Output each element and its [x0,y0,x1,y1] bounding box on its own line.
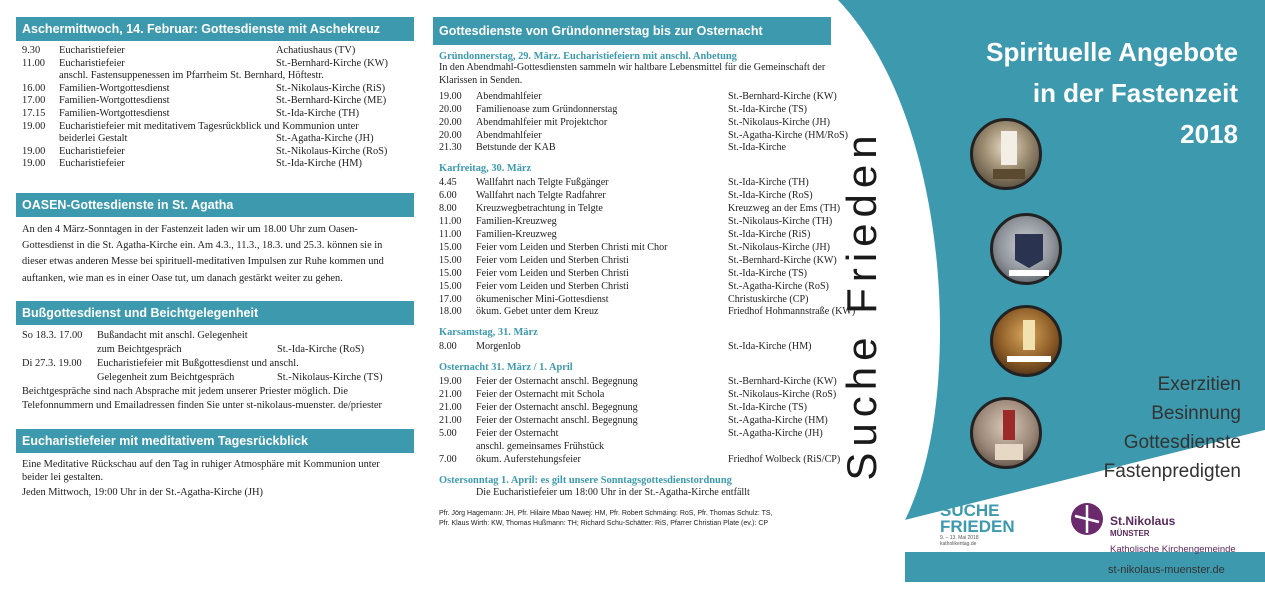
priest-legend [433,509,831,529]
schedule-row [439,229,831,242]
cover-title: Spirituelle Angebote in der Fastenzeit 2018 [986,37,1238,149]
schedule-time [22,371,97,385]
schedule-time: Di 27.3. 19.00 [22,357,82,369]
schedule-row [439,341,831,354]
schedule-row [22,83,414,96]
schedule-row [22,121,414,134]
website-url: st-nikolaus-muenster.de [1108,564,1225,576]
schedule-time: 16.00 [22,82,46,94]
intro-text: In den Abendmahl-Gottesdiensten sammeln wir haltbare Lebensmittel für die Gemeinschaft der Klarissen in Senden. [439,62,826,86]
schedule-row [22,146,414,159]
schedule-location: Christuskirche (CP) [728,293,809,305]
schedule-time: 9.30 [22,45,41,56]
schedule-time: 5.00 [439,427,457,439]
schedule-event: ökum. Gebet unter dem Kreuz [476,306,599,318]
schedule-time: 17.00 [439,293,462,305]
schedule-event: ökumenischer Mini-Gottesdienst [476,293,609,305]
schedule-time: 20.00 [439,116,462,128]
column-middle [433,17,856,529]
schedule-row [439,268,831,281]
schedule-time [439,441,476,454]
schedule-row [439,453,841,467]
schedule-location [728,441,831,454]
section-eucharist [16,429,414,499]
schedule-row [22,45,414,58]
schedule-event: Feier der Osternacht mit Schola [476,389,605,401]
schedule-event: Familienoase zum Gründonnerstag [476,103,618,115]
schedule-event: Morgenlob [476,341,521,353]
schedule-list [433,373,841,466]
church-photo-4 [970,397,1042,469]
schedule-event: Wallfahrt nach Telgte Fußgänger [476,177,609,189]
keyword: Exerzitien [1157,374,1241,395]
schedule-event: beiderlei Gestalt [59,133,128,145]
schedule-location: St.-Ida-Kirche (RoS) [728,190,813,202]
schedule-time: 17.15 [22,107,46,119]
schedule-time: 20.00 [439,129,462,141]
eucharist-time: Jeden Mittwoch, 19:00 Uhr in der St.-Agatha-Kirche (JH) [22,486,263,498]
schedule-time: 11.00 [22,57,45,69]
sunday-note: Die Eucharistiefeier um 18:00 Uhr in der St.-Agatha-Kirche entfällt [476,486,750,498]
schedule-list [16,41,414,171]
cross-logo-icon [1070,502,1104,536]
schedule-location: St.-Ida-Kirche (HM) [276,158,362,170]
schedule-row [439,389,837,402]
schedule-location [277,329,414,343]
schedule-location: St.-Bernhard-Kirche (KW) [728,90,837,102]
schedule-location: St.-Ida-Kirche [728,142,787,154]
schedule-location: St.-Ida-Kirche (HM) [728,341,812,353]
schedule-location: St.-Nikolaus-Kirche (RoS) [728,389,837,401]
schedule-event: Feier vom Leiden und Sterben Christi [476,280,629,292]
schedule-location: St.-Ida-Kirche (TS) [728,103,808,115]
section-oasen [16,193,414,287]
schedule-event: Abendmahlfeier [476,90,542,102]
schedule-location: St.-Bernhard-Kirche (KW) [276,57,388,69]
schedule-event: Abendmahlfeier [476,129,542,141]
schedule-event: Feier der Osternacht [476,427,559,439]
schedule-event: Feier der Osternacht anschl. Begegnung [476,402,638,414]
oasen-text: An den 4 März-Sonntagen in der Fastenzeit laden wir um 18.00 Uhr zum Oasen-Gottesdienst in die St. Agatha-Kirche ein. Am 4.3., 11.3., 18.3. und 25.3. können sie in dieser etwas anderen Messe bei spirituell-meditativen Impulsen zur Ruhe kommen und auftanken, wie man es in einer Oase tut, um danach gestärkt weiter zu gehen. [22,223,384,284]
schedule-event: Eucharistiefeier [59,45,125,56]
schedule-row [439,428,831,441]
schedule-location: Friedhof Hohmannstraße (KW) [728,306,856,318]
subsection-title: Osternacht 31. März / 1. April [439,362,573,374]
schedule-location: St.-Nikolaus-Kirche (TS) [277,371,383,383]
schedule-location: St.-Nikolaus-Kirche (RoS) [276,145,388,157]
buss-text: Beichtgespräche sind nach Absprache mit jedem unserer Priester möglich. Die Telefonnummern und Emailadressen finden Sie unter st-nikolaus-muenster. de/priester [22,385,382,411]
legend-line: Pfr. Jörg Hagemann: JH, Pfr. Hilaire Mbao Nawej: HM, Pfr. Robert Schmäing: RoS, Pfr. Thomas Schulz: TS, [439,509,773,517]
schedule-event: Feier vom Leiden und Sterben Christi [476,267,629,279]
keyword: Gottesdienste [1123,432,1241,453]
schedule-row [439,254,837,268]
church-photo-3 [990,305,1062,377]
schedule-time [22,133,59,146]
schedule-row [439,203,841,216]
schedule-location: St.-Bernhard-Kirche (KW) [728,254,837,266]
schedule-time: 8.00 [439,341,457,353]
schedule-row [439,402,831,415]
schedule-time: 21.00 [439,402,462,414]
schedule-time: 7.00 [439,453,457,465]
keyword: Fastenpredigten [1103,461,1241,482]
schedule-time: 19.00 [439,376,462,388]
schedule-event: Eucharistiefeier mit meditativem Tagesrückblick und Kommunion unter [59,120,359,132]
schedule-event: Familien-Wortgottesdienst [59,107,170,119]
schedule-event: Eucharistiefeier [59,158,125,170]
schedule-event: anschl. gemeinsames Frühstück [476,440,605,452]
schedule-location: Kreuzweg an der Ems (TH) [728,203,841,215]
schedule-event: Bußandacht mit anschl. Gelegenheit [97,329,248,341]
schedule-event: Betstunde der KAB [476,142,556,154]
schedule-row [439,281,831,294]
schedule-row [22,58,414,71]
subsection-title: Karsamstag, 31. März [439,327,538,339]
schedule-time: 6.00 [439,190,457,202]
church-photo-1 [970,118,1042,190]
schedule-location [324,70,414,83]
schedule-row [22,108,414,121]
church-photo-2 [990,213,1062,285]
schedule-time [22,343,97,357]
schedule-row [439,177,831,190]
schedule-location: St.-Agatha-Kirche (JH) [728,427,823,439]
subsection-title: Karfreitag, 30. März [439,163,532,175]
section-header: Bußgottesdienst und Beichtgelegenheit [16,301,414,325]
section-buss [16,301,414,413]
schedule-row [439,216,831,229]
schedule-location: Achatiushaus (TV) [276,45,356,56]
schedule-event: Wallfahrt nach Telgte Radfahrer [476,190,606,202]
schedule-location: St.-Ida-Kirche (RoS) [277,343,365,355]
schedule-location: St.-Nikolaus-Kirche (RiS) [276,82,386,94]
schedule-time: 18.00 [439,306,462,318]
schedule-row [22,343,414,357]
schedule-time: 11.00 [439,228,462,240]
subsection-title: Ostersonntag 1. April: es gilt unsere Sonntagsgottesdienstordnung [439,474,732,486]
subsection-title: Gründonnerstag, 29. März. Eucharistiefeiern mit anschl. Anbetung [439,51,737,62]
schedule-event: Familien-Wortgottesdienst [59,95,170,107]
schedule-location: St.-Agatha-Kirche (RoS) [728,280,829,292]
schedule-event: Familien-Wortgottesdienst [59,82,170,94]
schedule-row [439,129,848,143]
schedule-row [439,242,831,255]
schedule-event: Abendmahlfeier mit Projektchor [476,116,608,128]
schedule-row [22,329,414,343]
schedule-row [439,104,831,117]
schedule-row [439,142,831,155]
schedule-event: Kreuzwegbetrachtung in Telgte [476,203,603,215]
schedule-time: 15.00 [439,254,462,266]
schedule-event: Eucharistiefeier [59,57,125,69]
schedule-event: anschl. Fastensuppenessen im Pfarrheim St. Bernhard, Höftestr. [59,70,324,82]
eucharist-text: Eine Meditative Rückschau auf den Tag in ruhiger Atmosphäre mit Kommunion unter beider lei gestalten. [22,458,380,483]
schedule-time: 21.00 [439,414,462,426]
schedule-row [439,415,831,428]
schedule-row [22,133,414,146]
schedule-row [439,294,831,307]
schedule-row [439,190,831,203]
schedule-time: 19.00 [22,145,46,157]
schedule-list [433,338,831,354]
schedule-time: 15.00 [439,280,462,292]
schedule-row [22,371,414,385]
schedule-location: St.-Nikolaus-Kirche (JH) [728,241,831,253]
schedule-event: Feier vom Leiden und Sterben Christi [476,254,629,266]
schedule-event: Feier der Osternacht anschl. Begegnung [476,414,638,426]
section-header: OASEN-Gottesdienste in St. Agatha [16,193,414,217]
schedule-location: St.-Agatha-Kirche (JH) [276,133,374,145]
vertical-title: Suche Frieden [838,129,885,481]
schedule-row [439,117,831,130]
section-header: Eucharistiefeier mit meditativem Tagesrückblick [16,429,414,453]
schedule-location: St.-Agatha-Kirche (HM) [728,414,828,426]
schedule-row [22,70,414,83]
keyword: Besinnung [1151,403,1241,424]
schedule-list [16,325,414,385]
schedule-location [359,121,414,134]
schedule-time: 4.45 [439,177,457,189]
schedule-event: Familien-Kreuzweg [476,216,557,228]
section-header: Gottesdienste von Gründonnerstag bis zur Osternacht [433,17,831,45]
schedule-event: Familien-Kreuzweg [476,228,557,240]
schedule-list [433,88,848,156]
schedule-location: St.-Bernhard-Kirche (ME) [276,95,387,107]
schedule-list [433,174,856,319]
schedule-time: 21.00 [439,389,462,401]
schedule-location: St.-Ida-Kirche (TH) [276,107,360,119]
schedule-event: Eucharistiefeier [59,145,125,157]
schedule-row [22,357,414,371]
schedule-event: Feier der Osternacht anschl. Begegnung [476,376,638,388]
schedule-time [22,70,59,83]
schedule-event: ökum. Auferstehungsfeier [476,453,581,465]
section-ash-wednesday [16,17,414,171]
schedule-time: 20.00 [439,103,462,115]
schedule-row [22,95,414,108]
schedule-time: 19.00 [439,90,462,102]
schedule-location: St.-Bernhard-Kirche (KW) [728,376,837,388]
schedule-time: 19.00 [22,120,46,132]
katholikentag-logo: SUCHE FRIEDEN 9. – 13. Mai 2018 katholikentag.de [940,501,1015,547]
schedule-time: So 18.3. 17.00 [22,329,83,341]
schedule-event: zum Beichtgespräch [97,343,182,355]
column-left [16,17,414,499]
schedule-time: 11.00 [439,216,462,228]
schedule-time: 15.00 [439,267,462,279]
schedule-row [439,306,856,319]
schedule-event: Eucharistiefeier mit Bußgottesdienst und anschl. [97,357,299,369]
schedule-location: St.-Ida-Kirche (TS) [728,267,808,279]
schedule-event: Gelegenheit zum Beichtgespräch [97,371,235,383]
section-header: Aschermittwoch, 14. Februar: Gottesdienste mit Aschekreuz [16,17,414,41]
schedule-location: Friedhof Wolbeck (RiS/CP) [728,453,841,465]
schedule-row [22,158,414,171]
schedule-location: St.-Ida-Kirche (RiS) [728,228,811,240]
schedule-location [277,357,414,371]
schedule-time: 8.00 [439,203,457,215]
schedule-location: St.-Ida-Kirche (TS) [728,402,808,414]
schedule-time: 17.00 [22,95,46,107]
schedule-time: 19.00 [22,158,46,170]
schedule-location: St.-Nikolaus-Kirche (JH) [728,116,831,128]
schedule-row [439,90,837,104]
schedule-time: 15.00 [439,241,462,253]
schedule-row [439,441,831,454]
schedule-location: St.-Nikolaus-Kirche (TH) [728,216,833,228]
schedule-location: St.-Agatha-Kirche (HM/RoS) [728,129,848,141]
schedule-time: 21.30 [439,142,462,154]
legend-line: Pfr. Klaus Wirth: KW, Thomas Hußmann: TH; Richard Schu-Schätter: RiS, Pfarrer Christian Plate (ev.): CP [439,519,769,527]
schedule-location: St.-Ida-Kirche (TH) [728,177,809,189]
keyword-list [1104,370,1241,486]
schedule-row [439,376,837,389]
schedule-event: Feier vom Leiden und Sterben Christi mit Chor [476,241,668,253]
